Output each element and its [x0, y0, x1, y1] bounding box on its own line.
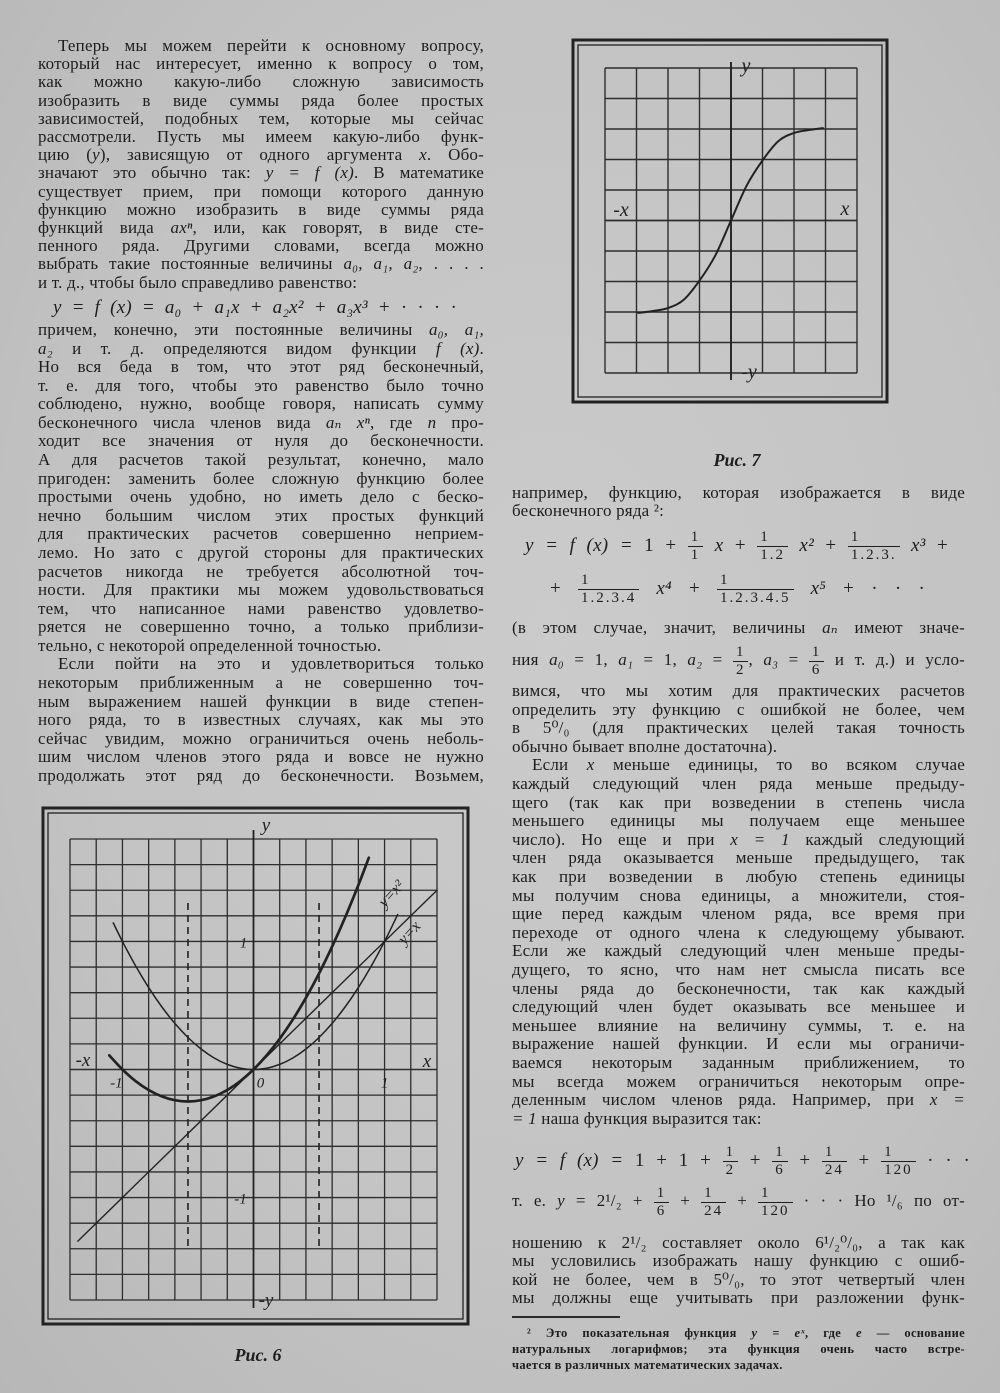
text-run: член ряда оказывается меньше предыдущего, так	[512, 848, 965, 868]
text-run: сейчас увидим, можно ограничиться очень неболь-	[38, 728, 484, 748]
math-expression: a₂	[38, 338, 53, 358]
fraction	[701, 1186, 726, 1219]
figure-7-caption: Рис. 7	[713, 450, 761, 470]
text-line	[38, 525, 484, 543]
text-run: +	[787, 1150, 822, 1171]
text-run: меньшего единицы мы получаем еще меньшее	[512, 811, 965, 831]
text-line	[38, 274, 484, 292]
text-run: +	[671, 578, 717, 599]
text-run: цию (	[38, 145, 93, 165]
text-run: Если	[532, 755, 587, 775]
fraction	[758, 1186, 793, 1219]
text-line	[512, 998, 965, 1016]
text-line	[512, 942, 965, 960]
text-run: члены ряда до бесконечности, так как каждый	[512, 978, 965, 998]
text-line	[512, 1035, 965, 1053]
text-run: ряется не совершенно точно, а только приблизи-	[38, 617, 484, 637]
text-run: Теперь мы можем перейти к основному вопросу,	[58, 36, 484, 55]
text-run: ношению к 2¹/₂ составляет около 6¹/₂⁰/₀, а так как	[512, 1233, 965, 1252]
text-run: = 1,	[633, 650, 688, 669]
text-line	[38, 581, 484, 599]
text-line	[38, 600, 484, 618]
text-run: Но вся беда в том, что этот ряд бесконечный,	[38, 357, 484, 377]
math-expression: axⁿ	[170, 218, 193, 237]
text-run: +	[669, 1191, 702, 1210]
text-run: выражение нашей функции. И если мы ограничи-	[512, 1034, 965, 1054]
fraction-denominator: 1.2	[757, 546, 788, 563]
text-line	[38, 544, 484, 562]
text-run: .	[479, 338, 484, 358]
math-expression: f (x)	[435, 338, 480, 358]
x-axis-label-negative: -x	[613, 199, 629, 221]
text-line	[512, 638, 965, 682]
text-line	[38, 92, 484, 110]
text-run: определить эту функцию с ошибкой не более, чем	[512, 699, 965, 719]
math-expression: y = f (x) = a₀ + a₁x + a₂x² + a₃x³ +	[53, 297, 391, 318]
text-line	[512, 905, 965, 923]
fraction	[848, 530, 900, 563]
text-run: мы условились изображать нашу функцию с ошиб-	[512, 1251, 965, 1271]
fraction-numerator: 1	[656, 1184, 665, 1201]
x-tick-label: 1	[380, 1075, 389, 1092]
text-line	[38, 219, 484, 237]
text-run: . Обо-	[426, 145, 484, 165]
math-expression: x²	[787, 535, 814, 556]
text-line	[512, 719, 965, 737]
fraction	[809, 645, 825, 678]
text-run: про-	[436, 412, 484, 432]
text-run: переходе от одного члена к следующему убывают.	[512, 922, 965, 942]
text-line	[512, 868, 965, 886]
fraction	[654, 1186, 670, 1219]
text-line	[38, 237, 484, 255]
fraction	[757, 530, 788, 563]
text-line	[38, 767, 484, 785]
fraction	[578, 573, 639, 606]
fraction-numerator: 1	[720, 572, 728, 589]
text-line	[38, 711, 484, 729]
fraction-denominator: 1.2.3.	[848, 546, 900, 563]
figure-7	[573, 40, 887, 402]
fraction-denominator: 6	[654, 1202, 670, 1219]
fraction-numerator: 1	[811, 643, 820, 660]
text-line	[512, 1252, 965, 1270]
text-line	[38, 748, 484, 766]
text-run: — основание	[861, 1326, 965, 1340]
math-expression: y = f (x)	[265, 163, 354, 183]
text-run: 1 + 1 +	[623, 1150, 723, 1171]
math-expression: a₀	[549, 650, 564, 669]
text-run: число). Но еще и при	[512, 829, 731, 849]
text-run: кой не более, чем в 5⁰/₀, то этот четвертый член	[512, 1269, 965, 1289]
text-line	[38, 507, 484, 525]
x-axis-label: x	[422, 1051, 432, 1072]
text-run: наша функция выразится так:	[536, 1108, 762, 1128]
text-line	[38, 183, 484, 201]
text-run: некоторым приближенным а не совершенно точ-	[38, 673, 484, 693]
text-line	[512, 619, 965, 637]
text-line	[512, 502, 965, 520]
fraction-denominator: 2	[733, 661, 749, 678]
figure-6-caption: Рис. 6	[234, 1345, 282, 1365]
text-run: мы должны еще учитывать при разложении функ-	[512, 1288, 965, 1308]
text-run: 1 +	[632, 535, 688, 556]
text-run: функцию можно изобразить в виде суммы ряда	[38, 199, 484, 219]
text-line	[512, 1234, 965, 1252]
text-run: , или, как говорят, в виде сте-	[192, 218, 484, 237]
y-axis-label: y	[741, 55, 751, 77]
text-line	[512, 701, 965, 719]
text-run: ным выражением нашей функции в виде степен-	[38, 691, 484, 711]
text-run: +	[723, 535, 758, 556]
fraction-numerator: 1	[735, 643, 744, 660]
math-expression: x	[586, 755, 595, 775]
fraction	[723, 1145, 739, 1178]
text-line	[512, 924, 965, 942]
math-expression: e	[855, 1326, 862, 1340]
math-expression: x	[419, 145, 427, 165]
text-run: существует прием, при помощи которого данную	[38, 181, 484, 201]
text-run: · · · Но ¹/₆ по от-	[792, 1191, 966, 1210]
text-run: чается в различных математических задачах.	[512, 1358, 783, 1372]
text-run: для практических расчетов совершенно неприем-	[38, 524, 484, 544]
text-line	[512, 1342, 965, 1357]
text-run: бесконечного числа членов вида	[38, 412, 326, 432]
text-line	[38, 395, 484, 413]
math-expression: y = f (x) =	[515, 1150, 624, 1171]
text-line	[512, 831, 965, 849]
text-run: каждый следующий член ряда меньше предыду-	[512, 774, 965, 793]
series-label: y=x	[394, 918, 425, 948]
text-line	[38, 563, 484, 581]
text-line	[512, 1073, 965, 1091]
text-run: А для расчетов такой результат, конечно, мало	[38, 450, 484, 470]
text-line	[512, 887, 965, 905]
text-run: обычно бывает вполне достаточна).	[512, 736, 778, 756]
text-run: нечно большим числом этих простых функций	[38, 505, 484, 525]
text-line	[512, 1289, 965, 1307]
fraction-numerator: 1	[884, 1144, 892, 1161]
text-run: причем, конечно, эти постоянные величины	[38, 320, 429, 339]
fraction-denominator: 24	[822, 1161, 847, 1178]
fraction-numerator: 1	[760, 529, 768, 546]
text-run: ности. Для практики мы можем удовольствоваться	[38, 580, 484, 600]
text-run: вимся, что мы хотим для практических расчетов	[512, 681, 965, 700]
fraction-denominator: 120	[881, 1161, 916, 1178]
text-run: соблюдено, нужно, вообще говоря, написать сумму	[38, 394, 484, 414]
text-line	[512, 1091, 965, 1109]
text-run: в 5⁰/₀ (для практических целей такая точность	[512, 718, 965, 738]
text-line	[512, 794, 965, 812]
math-expression: a₀, a₁,	[428, 320, 484, 339]
text-run: шим числом членов этого ряда и вовсе не нужно	[38, 747, 484, 767]
x-axis-label-negative: -x	[75, 1050, 91, 1071]
text-run: лемо. Но зато с другой стороны для практических	[38, 542, 484, 562]
text-line	[38, 693, 484, 711]
text-run: пенного ряда. Другими словами, всегда можно	[38, 236, 484, 256]
text-line	[525, 524, 948, 568]
text-line	[512, 1110, 965, 1128]
text-run: ваемся некоторым заданным приближением, то	[512, 1053, 965, 1072]
text-run: изобразить в виде суммы ряда более простых	[38, 90, 484, 110]
text-run: функций вида	[38, 218, 171, 237]
math-expression: = 1	[512, 1108, 537, 1128]
fraction-numerator: 1	[581, 572, 589, 589]
text-run: т. е.	[512, 1191, 558, 1210]
text-line	[512, 682, 965, 700]
fraction-numerator: 1	[850, 529, 859, 546]
text-run: ния	[512, 650, 550, 669]
text-line	[38, 488, 484, 506]
text-run: + · · ·	[826, 578, 926, 599]
text-run: щие перед каждым членом ряда, все время при	[512, 904, 965, 924]
text-line	[38, 674, 484, 692]
fraction-denominator: 120	[758, 1202, 793, 1219]
fraction	[688, 530, 704, 563]
text-line	[38, 255, 484, 273]
text-run: ходит все значения от нуля до бесконечности.	[38, 431, 484, 451]
text-line	[512, 812, 965, 830]
text-line	[58, 37, 484, 55]
text-line	[38, 470, 484, 488]
fraction-denominator: 1	[688, 546, 704, 563]
text-run: пригоден: заменить более сложную функцию более	[38, 468, 484, 488]
text-line	[38, 110, 484, 128]
x-tick-label: -1	[110, 1075, 123, 1092]
fraction-numerator: 1	[775, 1144, 783, 1161]
x-tick-label: 0	[256, 1075, 265, 1092]
text-line	[38, 146, 484, 164]
text-run: и т. д., чтобы было справедливо равенство:	[38, 272, 358, 292]
text-run: например, функцию, которая изображается в виде	[512, 483, 965, 502]
text-run: ), зависящую от одного аргумента	[99, 145, 420, 165]
text-run: т. е. для того, чтобы это равенство было точно	[38, 375, 484, 395]
figure-6	[43, 808, 468, 1324]
text-run: меньшее влияние на величину суммы, т. е. на	[512, 1015, 965, 1035]
text-run: дущего, то ясно, что нам нет смысла писать все	[512, 960, 965, 979]
fraction	[717, 573, 794, 606]
math-expression: n	[427, 412, 437, 432]
text-run: мы всегда можем ограничиться некоторым опре-	[512, 1071, 965, 1091]
math-expression: x⁴	[639, 578, 672, 599]
text-run: натуральных логарифмов; эта функция очень часто встре-	[512, 1342, 965, 1356]
fraction-numerator: 1	[761, 1184, 769, 1201]
text-line	[38, 128, 484, 146]
text-line	[512, 1017, 965, 1035]
text-run: и т. д. определяются видом функции	[52, 338, 436, 358]
text-line	[38, 321, 484, 339]
text-run: мы получим снова единицы, а множители, стоя-	[512, 885, 965, 905]
fraction-numerator: 1	[824, 1144, 833, 1161]
text-run: значают это обычно так:	[38, 163, 266, 183]
text-run: +	[813, 535, 848, 556]
text-run: простыми очень удобно, но иметь дело с беско-	[38, 487, 484, 507]
text-run: как при возведении в любую степень единицы	[512, 867, 965, 886]
text-line	[512, 1358, 965, 1373]
text-line	[512, 961, 965, 979]
math-expression: aₙ	[822, 618, 838, 637]
text-line	[38, 201, 484, 219]
y-tick-label: -1	[234, 1191, 247, 1208]
text-line	[512, 1271, 965, 1289]
text-run: . В математике	[354, 163, 484, 183]
text-run: =	[702, 650, 733, 669]
text-line	[38, 432, 484, 450]
math-expression: a₀, a₁, a₂,	[343, 254, 423, 274]
math-expression: a₃	[763, 650, 779, 669]
text-line	[515, 1139, 970, 1183]
fraction-denominator: 1.2.3.4.5	[717, 589, 794, 606]
text-line	[532, 756, 965, 774]
text-run: бесконечного ряда ²:	[512, 501, 665, 520]
math-expression: x	[703, 535, 724, 556]
series-label: y=x²	[375, 877, 408, 911]
text-run: деленным числом членов ряда. Например, при	[512, 1090, 930, 1110]
math-expression: x⁵	[793, 578, 827, 599]
y-tick-label: 1	[239, 935, 248, 952]
text-line	[38, 164, 484, 182]
text-line	[512, 980, 965, 998]
text-run: имеют значе-	[837, 618, 966, 637]
text-run: , где	[804, 1326, 856, 1340]
text-run: +	[925, 535, 948, 556]
math-expression: y	[557, 1191, 565, 1210]
text-line	[38, 730, 484, 748]
fraction-denominator: 2	[723, 1161, 739, 1178]
text-line	[512, 484, 965, 502]
text-line	[38, 451, 484, 469]
text-run: тем, что написанное нами равенство удовлетво-	[38, 598, 484, 618]
x-axis-label: x	[840, 198, 850, 220]
math-expression: y = f (x) =	[525, 535, 633, 556]
text-line	[38, 637, 484, 655]
text-run: и т. д.) и усло-	[824, 650, 966, 669]
math-expression: a₂	[687, 650, 703, 669]
text-line	[38, 414, 484, 432]
text-run: +	[550, 578, 579, 599]
fraction	[822, 1145, 847, 1178]
fraction-numerator: 1	[725, 1144, 734, 1161]
text-run: (в этом случае, значит, величины	[512, 618, 823, 637]
text-line	[512, 849, 965, 867]
text-run: , где	[370, 412, 428, 432]
text-run: Если пойти на это и удовлетвориться только	[58, 654, 484, 674]
fraction-denominator: 1.2.3.4	[578, 589, 639, 606]
fraction	[881, 1145, 916, 1178]
text-run: продолжать этот ряд до бесконечности. Возьмем,	[38, 765, 484, 785]
math-expression: y = eˣ	[751, 1326, 805, 1340]
fraction-denominator: 6	[809, 661, 825, 678]
fraction-denominator: 24	[701, 1202, 726, 1219]
text-line	[58, 655, 484, 673]
text-run: расчетов никогда не требуется абсолютной точ-	[38, 561, 484, 581]
text-run: = 2¹/₂ +	[564, 1191, 654, 1210]
text-run: = 1,	[563, 650, 619, 669]
text-run: рассмотрели. Пусть мы имеем какую-либо функ-	[38, 127, 484, 146]
text-line	[512, 738, 965, 756]
math-expression: x = 1	[730, 829, 790, 849]
text-run: +	[726, 1191, 759, 1210]
text-line	[38, 340, 484, 358]
text-run: +	[846, 1150, 882, 1171]
math-expression: a₁	[618, 650, 634, 669]
text-line	[512, 1054, 965, 1072]
text-run: . . . .	[422, 254, 484, 274]
text-line	[38, 55, 484, 73]
math-expression: aₙ xⁿ	[325, 412, 371, 432]
y-axis-label-negative: -y	[741, 361, 757, 383]
text-run: меньше единицы, то во всяком случае	[594, 755, 966, 775]
text-run: как можно какую-либо сложную зависимость	[38, 72, 484, 92]
text-run: ² Это показательная функция	[527, 1326, 752, 1340]
math-expression: x³	[899, 535, 926, 556]
text-run: · · ·	[915, 1150, 970, 1171]
footnote-rule	[512, 1316, 620, 1318]
y-axis-label: y	[261, 815, 271, 836]
text-line	[38, 73, 484, 91]
text-line	[38, 358, 484, 376]
y-axis-label-negative: -y	[258, 1290, 274, 1311]
text-run: ного ряда, то в известных случаях, как мы это	[38, 710, 484, 730]
fraction-denominator: 6	[772, 1161, 788, 1178]
math-expression: x =	[929, 1090, 965, 1110]
math-expression: y	[92, 145, 100, 165]
text-run: выбрать такие постоянные величины	[38, 254, 344, 274]
text-run: каждый следующий	[789, 829, 965, 849]
text-run: тельно, с некоторой определенной точностью.	[38, 635, 382, 655]
fraction	[772, 1145, 788, 1178]
text-line	[512, 775, 965, 793]
text-run: ,	[748, 650, 764, 669]
text-run: щего (так как при возведении в степень числа	[512, 792, 965, 812]
fraction-numerator: 1	[690, 529, 699, 546]
text-run: зависимостей, подобных тем, которые мы сейчас	[38, 108, 484, 128]
text-run: Если же каждый следующий член меньше преды-	[512, 941, 965, 961]
text-run: =	[778, 650, 809, 669]
fraction	[733, 645, 749, 678]
text-run: +	[738, 1150, 773, 1171]
text-line	[53, 297, 457, 319]
text-line	[527, 1326, 965, 1341]
text-line	[38, 377, 484, 395]
text-line	[550, 567, 925, 611]
text-run: следующий член будет оказывать все меньшее и	[512, 997, 965, 1017]
text-line	[512, 1179, 965, 1223]
text-line	[38, 618, 484, 636]
text-run: который нас интересует, именно к вопросу о том,	[38, 54, 484, 74]
text-run: · · · ·	[390, 297, 457, 318]
fraction-numerator: 1	[704, 1184, 712, 1201]
